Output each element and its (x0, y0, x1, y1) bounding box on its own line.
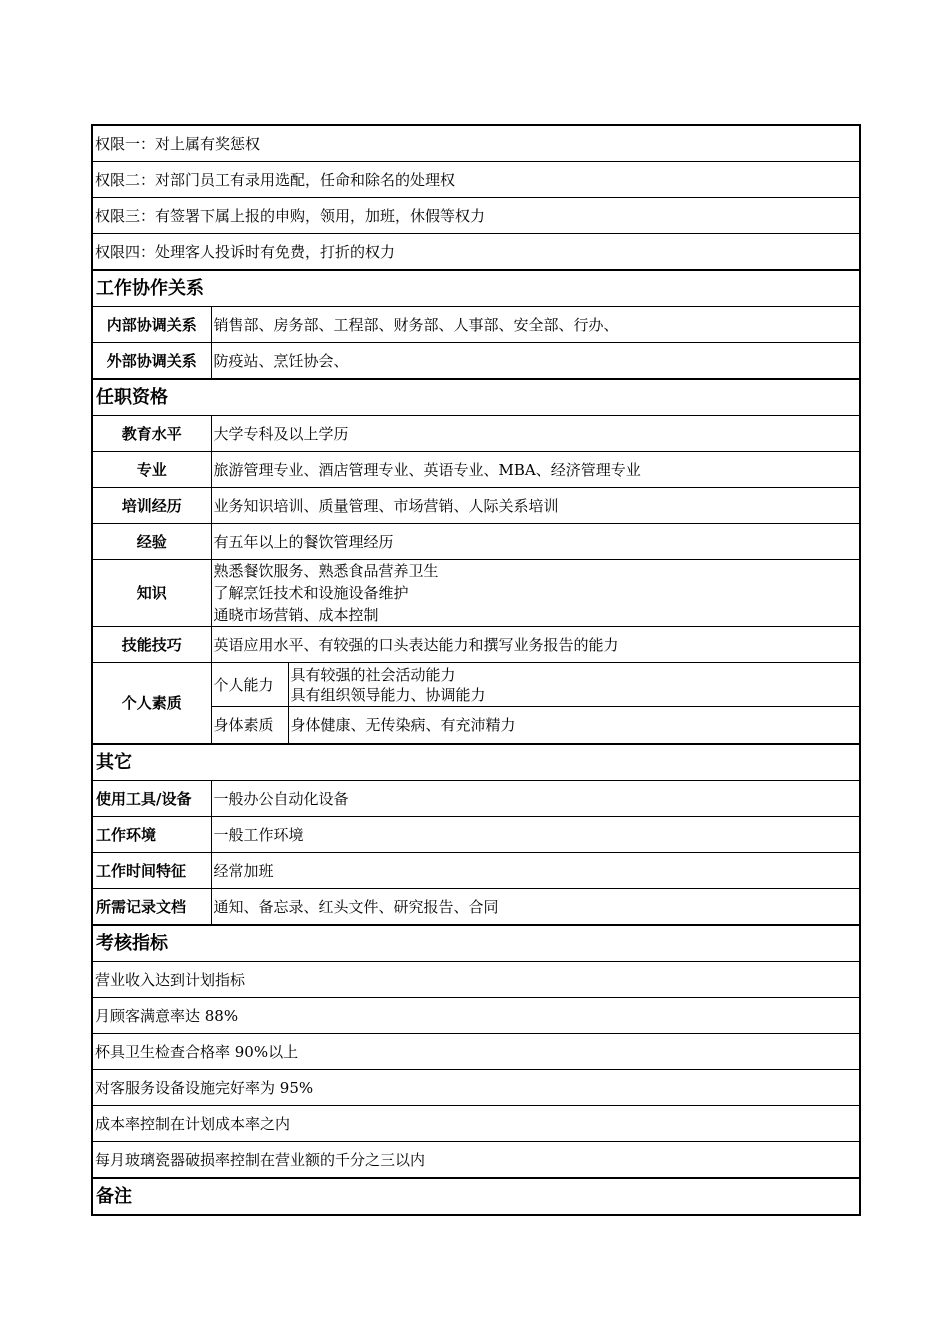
kpi-row (92, 998, 860, 1034)
docs-label: 所需记录文档 (92, 889, 211, 926)
personal-label: 个人素质 (92, 663, 211, 745)
tools-row (92, 781, 860, 817)
education-value: 大学专科及以上学历 (211, 416, 860, 452)
personal-ability-row (92, 663, 860, 707)
physical-label: 身体素质 (211, 707, 288, 745)
section-header-row (92, 270, 860, 307)
time-row (92, 853, 860, 889)
skills-row (92, 627, 860, 663)
major-value: 旅游管理专业、酒店管理专业、英语专业、MBA、经济管理专业 (211, 452, 860, 488)
remarks-title: 备注 (92, 1178, 860, 1215)
tools-value: 一般办公自动化设备 (211, 781, 860, 817)
section-header-row (92, 744, 860, 781)
major-row (92, 452, 860, 488)
knowledge-value (211, 560, 860, 627)
env-row (92, 817, 860, 853)
knowledge-line: 了解烹饪技术和设施设备维护 (213, 584, 409, 602)
kpi-item: 成本率控制在计划成本率之内 (92, 1106, 860, 1142)
physical-value: 身体健康、无传染病、有充沛精力 (288, 707, 860, 745)
authority-row (92, 125, 860, 162)
time-label: 工作时间特征 (92, 853, 211, 889)
authority-row (92, 162, 860, 198)
job-description-table (91, 124, 861, 1216)
qualifications-title: 任职资格 (92, 379, 860, 416)
experience-row (92, 524, 860, 560)
kpi-row (92, 1142, 860, 1179)
authority-3: 权限三：有签署下属上报的申购，领用，加班，休假等权力 (92, 198, 860, 234)
kpi-item: 营业收入达到计划指标 (92, 962, 860, 998)
experience-label: 经验 (92, 524, 211, 560)
experience-value: 有五年以上的餐饮管理经历 (211, 524, 860, 560)
kpi-title: 考核指标 (92, 925, 860, 962)
env-value: 一般工作环境 (211, 817, 860, 853)
kpi-item: 杯具卫生检查合格率 90%以上 (92, 1034, 860, 1070)
cooperation-title: 工作协作关系 (92, 270, 860, 307)
knowledge-line: 通晓市场营销、成本控制 (213, 606, 379, 624)
kpi-item: 对客服务设备设施完好率为 95% (92, 1070, 860, 1106)
cooperation-internal-row (92, 307, 860, 343)
docs-row (92, 889, 860, 926)
other-title: 其它 (92, 744, 860, 781)
ability-line: 具有较强的社会活动能力 (290, 665, 456, 684)
training-row (92, 488, 860, 524)
skills-label: 技能技巧 (92, 627, 211, 663)
authority-row (92, 234, 860, 271)
training-label: 培训经历 (92, 488, 211, 524)
knowledge-label: 知识 (92, 560, 211, 627)
authority-2: 权限二：对部门员工有录用选配，任命和除名的处理权 (92, 162, 860, 198)
authority-1: 权限一：对上属有奖惩权 (92, 125, 860, 162)
kpi-row (92, 1034, 860, 1070)
knowledge-line: 熟悉餐饮服务、熟悉食品营养卫生 (213, 562, 439, 580)
training-value: 业务知识培训、质量管理、市场营销、人际关系培训 (211, 488, 860, 524)
education-row (92, 416, 860, 452)
kpi-row (92, 962, 860, 998)
cooperation-external-row (92, 343, 860, 380)
section-header-row (92, 1178, 860, 1215)
tools-label: 使用工具/设备 (92, 781, 211, 817)
external-value: 防疫站、烹饪协会、 (211, 343, 860, 380)
kpi-row (92, 1070, 860, 1106)
knowledge-row (92, 560, 860, 627)
education-label: 教育水平 (92, 416, 211, 452)
kpi-row (92, 1106, 860, 1142)
section-header-row (92, 379, 860, 416)
env-label: 工作环境 (92, 817, 211, 853)
external-label: 外部协调关系 (92, 343, 211, 380)
kpi-item: 月顾客满意率达 88% (92, 998, 860, 1034)
ability-line: 具有组织领导能力、协调能力 (290, 685, 486, 704)
ability-value (288, 663, 860, 707)
docs-value: 通知、备忘录、红头文件、研究报告、合同 (211, 889, 860, 926)
internal-label: 内部协调关系 (92, 307, 211, 343)
section-header-row (92, 925, 860, 962)
major-label: 专业 (92, 452, 211, 488)
ability-label: 个人能力 (211, 663, 288, 707)
internal-value: 销售部、房务部、工程部、财务部、人事部、安全部、行办、 (211, 307, 860, 343)
kpi-item: 每月玻璃瓷器破损率控制在营业额的千分之三以内 (92, 1142, 860, 1179)
skills-value: 英语应用水平、有较强的口头表达能力和撰写业务报告的能力 (211, 627, 860, 663)
authority-row (92, 198, 860, 234)
authority-4: 权限四：处理客人投诉时有免费，打折的权力 (92, 234, 860, 271)
time-value: 经常加班 (211, 853, 860, 889)
